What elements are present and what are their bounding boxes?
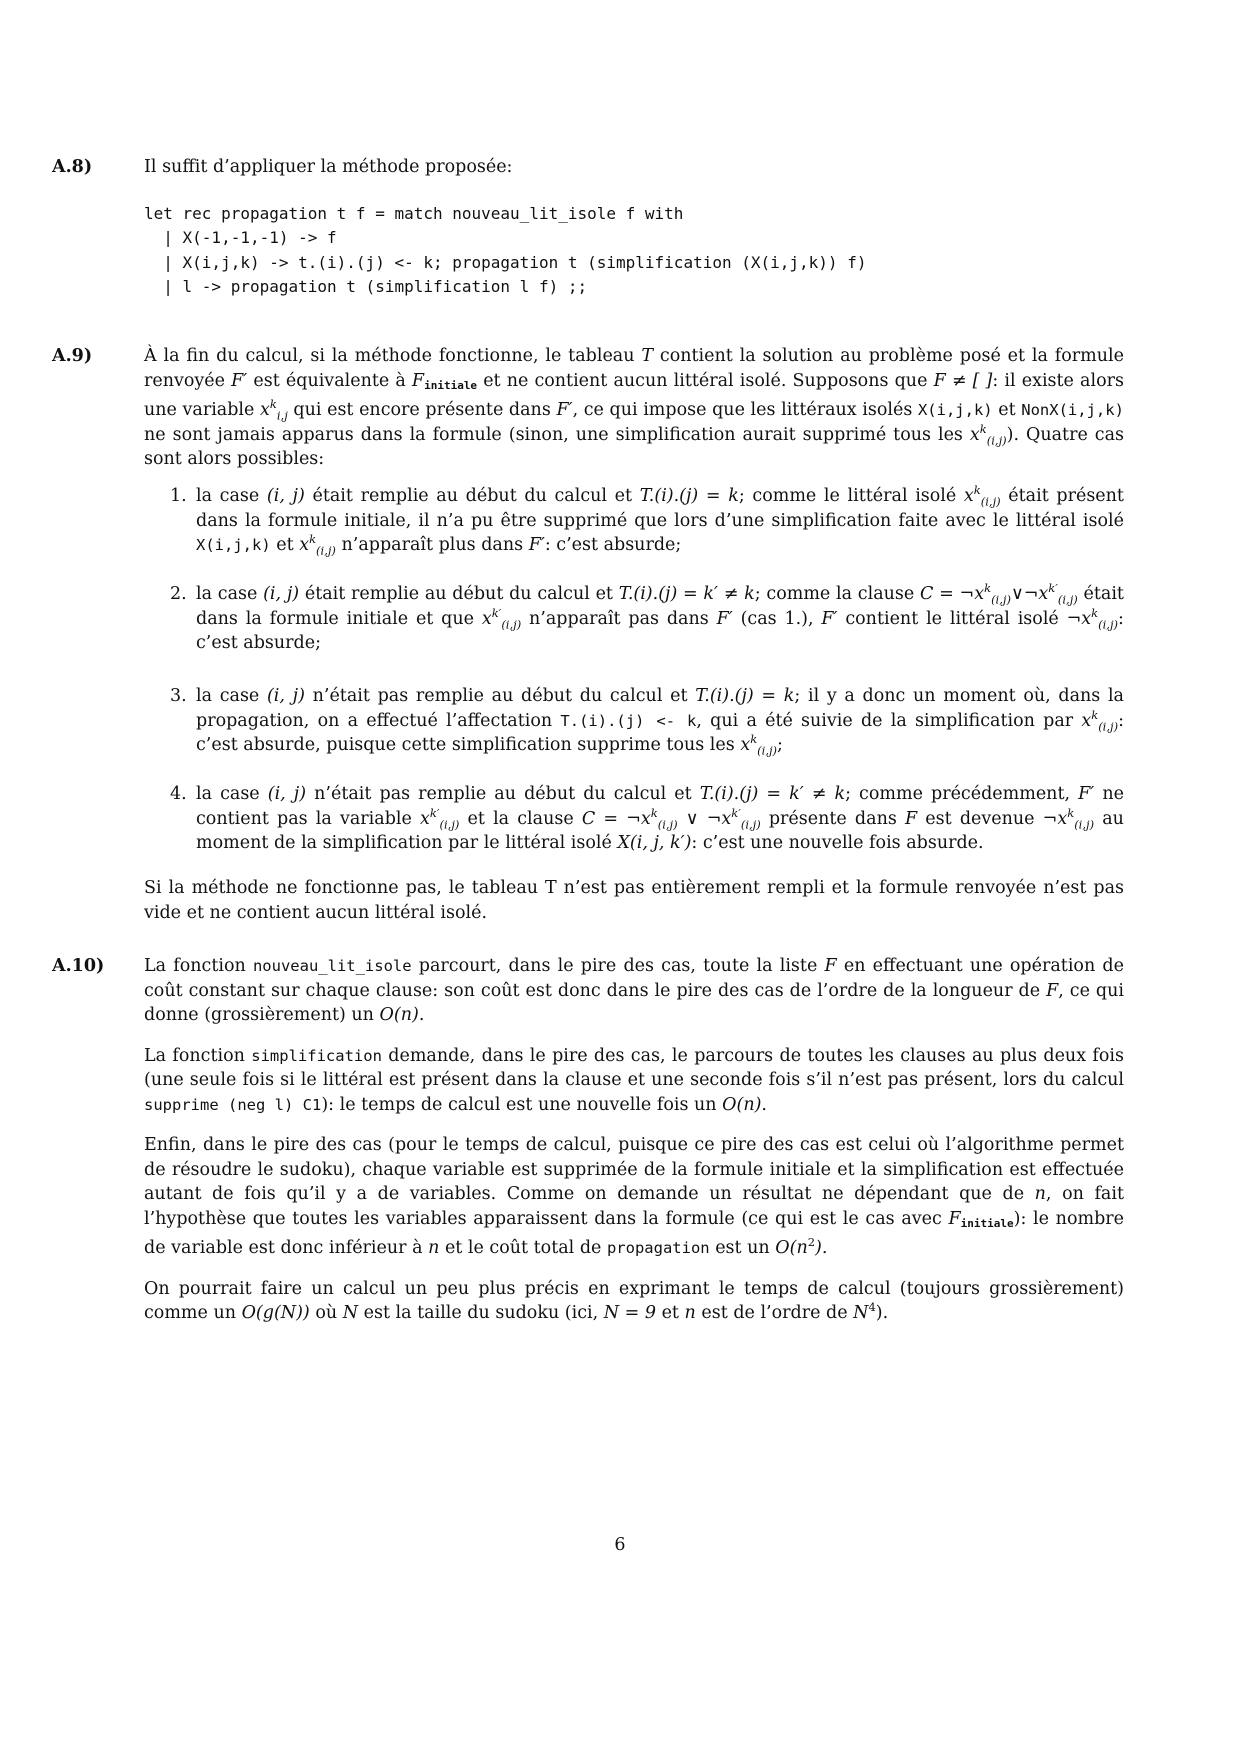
a10-paragraph-3: Enfin, dans le pire des cas (pour le temps de calcul, puisque ce pire des cas est celui où l’algorithme permet de résoudre le sudoku), chaque variable est supprimée de la formule initiale et la simplification est effectuée autant de fois qu’il y a de variables. Comme on demande un résultat ne dépendant que de n, on fait l’hypothèse que toutes les variables apparaissent dans la formule (ce qui est le cas avec $F_{initiale}$): le nombre de variable est donc inférieur à n et le coût total de propagation est un $O(n^2)$. bbox=[144, 1135, 1124, 1258]
a10-paragraph-4: On pourrait faire un calcul un peu plus précis en exprimant le temps de calcul (toujours grossièrement) comme un O(g(N)) où N est la taille du sudoku (ici, N = 9 et n est de l’ordre de $N^4$). bbox=[144, 1278, 1124, 1323]
section-label-a8: A.8) bbox=[52, 157, 93, 177]
section-label-a9: A.9) bbox=[52, 346, 93, 366]
a8-code-block: let rec propagation t f = match nouveau_lit_isole f with | X(-1,-1,-1) -> f | X(i,j,k) -> t.(i).(j) <- k; propagation t (simplification (X(i,j,k)) f) | l -> propagation t (simplification l f) ;; bbox=[144, 203, 867, 296]
case-item-1: 1. la case (i, j) était remplie au début du calcul et T.(i).(j) = k; comme le littéral isolé $x^k_{(i,j)}$ était présent dans la formule initiale, il n’a pu être supprimé que lors d’une simplification faite avec le littéral isolé X(i,j,k) et $x^k_{(i,j)}$ n’apparaît plus dans F′: c’est absurde; bbox=[170, 483, 1124, 558]
a8-intro: Il suffit d’appliquer la méthode proposée: bbox=[144, 157, 513, 177]
section-a9 bbox=[144, 344, 1124, 472]
section-a8 bbox=[144, 155, 1124, 300]
section-label-a10: A.10) bbox=[52, 956, 105, 976]
a9-paragraph-1: À la fin du calcul, si la méthode fonctionne, le tableau T contient la solution au problème posé et la formule renvoyée F′ est équivalente à $F_{initiale}$ et ne contient aucun littéral isolé. Supposons que F ≠ [ ]: il existe alors une variable $x^k_{i,j}$ qui est encore présente dans F′, ce qui impose que les littéraux isolés X(i,j,k) et NonX(i,j,k) ne sont jamais apparus dans la formule (sinon, une simplification aurait supprimé tous les $x^k_{(i,j)}$). Quatre cas sont alors possibles: bbox=[144, 346, 1124, 469]
a10-paragraph-1: La fonction nouveau_lit_isole parcourt, dans le pire des cas, toute la liste F en effectuant une opération de coût constant sur chaque clause: son coût est donc dans le pire des cas de l’ordre de la longueur de F, ce qui donne (grossièrement) un O(n). bbox=[144, 956, 1124, 1025]
case-item-3: 3. la case (i, j) n’était pas remplie au début du calcul et T.(i).(j) = k; il y a donc un moment où, dans la propagation, on a effectué l’affectation T.(i).(j) <- k, qui a été suivie de la simplification par $x^k_{(i,j)}$: c’est absurde, puisque cette simplification supprime tous les $x^k_{(i,j)}$; bbox=[170, 686, 1124, 758]
page-number: 6 bbox=[614, 1535, 626, 1555]
a10-paragraph-2: La fonction simplification demande, dans le pire des cas, le parcours de toutes les clauses au plus deux fois (une seule fois si le littéral est présent dans la clause et une seconde fois s’il n’est pas présent, lors du calcul supprime (neg l) C1): le temps de calcul est une nouvelle fois un O(n). bbox=[144, 1045, 1124, 1115]
case-item-4: 4. la case (i, j) n’était pas remplie au début du calcul et T.(i).(j) = k′ ≠ k; comme précédemment, F′ ne contient pas la variable $x^{k'}_{(i,j)}$ et la clause $C = \neg x^k_{(i,j)}$ ∨ $\neg x^{k'}_{(i,j)}$ présente dans F est devenue $\neg x^k_{(i,j)}$ au moment de la simplification par le littéral isolé X(i, j, k′): c’est une nouvelle fois absurde. bbox=[170, 784, 1124, 853]
code-NonX-ijk: NonX(i,j,k) bbox=[1021, 401, 1124, 419]
code-X-ijk: X(i,j,k) bbox=[917, 401, 993, 419]
a9-paragraph-2: Si la méthode ne fonctionne pas, le tableau T n’est pas entièrement rempli et la formule renvoyée n’est pas vide et ne contient aucun littéral isolé. bbox=[144, 878, 1124, 923]
case-item-2: 2. la case (i, j) était remplie au début du calcul et T.(i).(j) = k′ ≠ k; comme la clause $C = \neg x^k_{(i,j)}\vee\neg x^{k'}_{(i,j)}$ était dans la formule initiale et que $x^{k'}_{(i,j)}$ n’apparaît pas dans F′ (cas 1.), F′ contient le littéral isolé $\neg x^k_{(i,j)}$: c’est absurde; bbox=[170, 581, 1124, 653]
section-a10 bbox=[144, 954, 1124, 1326]
